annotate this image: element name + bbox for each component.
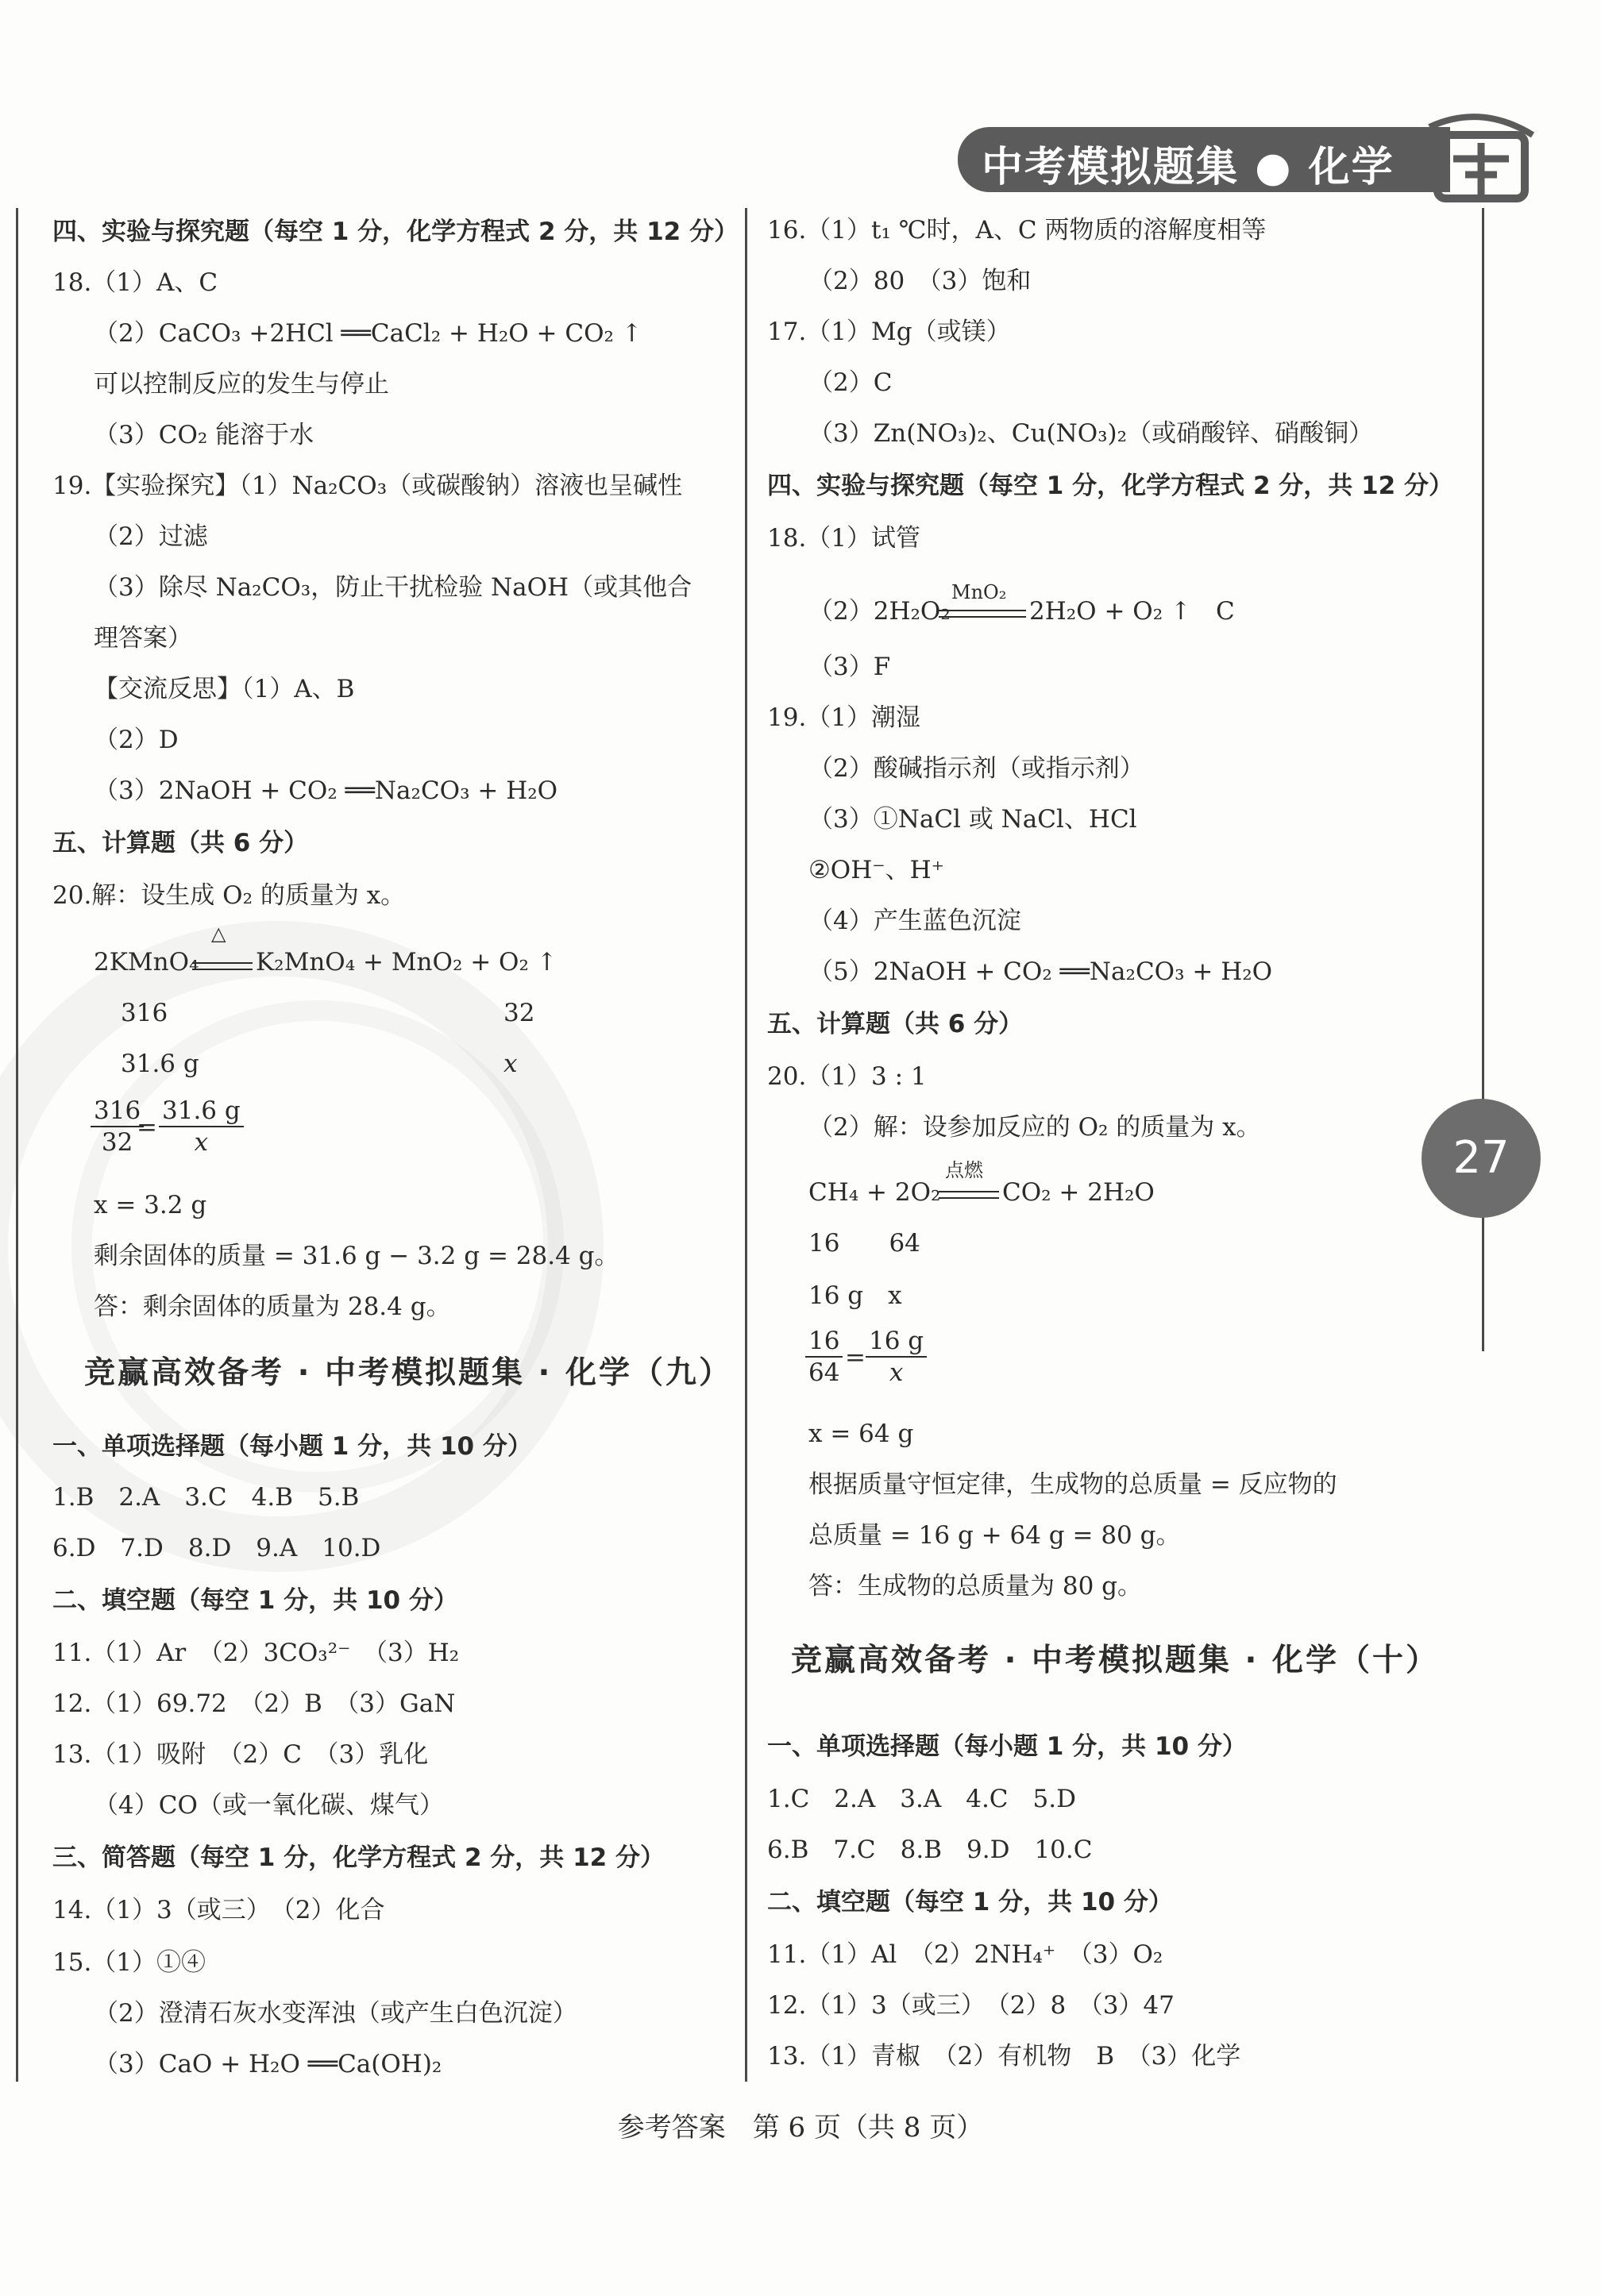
fraction-denominator: 64 <box>808 1358 840 1387</box>
answer-line: 13.（1）吸附 （2）C （3）乳化 <box>52 1740 429 1769</box>
stoich-value: 16 g x <box>808 1281 902 1310</box>
answer-line: 18.（1）A、C <box>52 268 218 297</box>
answer-line: 16.（1）t₁ ℃时，A、C 两物质的溶解度相等 <box>767 216 1267 245</box>
equation-left: CH₄ + 2O₂ <box>808 1178 941 1207</box>
answer-line: （2）D <box>94 726 179 754</box>
reaction-equals <box>192 962 253 970</box>
answer-line: 12.（1）69.72 （2）B （3）GaN <box>52 1689 456 1718</box>
section-heading: 五、计算题（共 6 分） <box>52 829 309 857</box>
answer-line: 6.B 7.C 8.B 9.D 10.C <box>767 1836 1093 1864</box>
section-heading: 二、填空题（每空 1 分，共 10 分） <box>767 1888 1173 1917</box>
answer-line: （2）酸碱指示剂（或指示剂） <box>808 754 1144 783</box>
answer-line: （2）CaCO₃ +2HCl ══CaCl₂ + H₂O + CO₂ ↑ <box>94 319 642 348</box>
section-heading: 一、单项选择题（每小题 1 分，共 10 分） <box>767 1732 1247 1761</box>
answer-line: 20.解：设生成 O₂ 的质量为 x。 <box>52 881 406 910</box>
fraction-denominator: x <box>194 1128 209 1157</box>
answer-line: （3）CaO + H₂O ══Ca(OH)₂ <box>94 2050 442 2078</box>
answer-line: 19.【实验探究】（1）Na₂CO₃（或碳酸钠）溶液也呈碱性 <box>52 472 683 500</box>
answer-line: 根据质量守恒定律，生成物的总质量 = 反应物的 <box>808 1470 1337 1499</box>
column-divider <box>745 208 747 2082</box>
answer-line: （5）2NaOH + CO₂ ══Na₂CO₃ + H₂O <box>808 957 1273 986</box>
answer-line: （3）除尽 Na₂CO₃，防止干扰检验 NaOH（或其他合 <box>94 573 692 602</box>
fraction-denominator: x <box>889 1358 904 1387</box>
equals-sign: = <box>845 1343 866 1372</box>
test-title: 竞赢高效备考 · 中考模拟题集 · 化学（九） <box>84 1355 732 1391</box>
left-margin-rule <box>16 208 18 2082</box>
answer-line: 13.（1）青椒 （2）有机物 B （3）化学 <box>767 2042 1241 2071</box>
answer-line: 20.（1）3 : 1 <box>767 1062 927 1091</box>
answer-line: （4）产生蓝色沉淀 <box>808 907 1021 935</box>
section-heading: 三、简答题（每空 1 分，化学方程式 2 分，共 12 分） <box>52 1843 665 1872</box>
stoich-value: 16 64 <box>808 1229 920 1258</box>
answer-line: x = 64 g <box>808 1420 914 1448</box>
answer-line: 6.D 7.D 8.D 9.A 10.D <box>52 1534 381 1562</box>
answer-line: （3）CO₂ 能溶于水 <box>94 421 314 449</box>
brand-logo-icon <box>1422 111 1541 214</box>
answer-line: 理答案） <box>94 624 192 653</box>
answer-line: ②OH⁻、H⁺ <box>808 856 944 884</box>
equation-left: 2KMnO₄ <box>94 948 199 977</box>
equals-sign: = <box>137 1113 157 1142</box>
answer-line: 1.B 2.A 3.C 4.B 5.B <box>52 1483 360 1512</box>
answer-line: 15.（1）①④ <box>52 1948 206 1977</box>
answer-line: （4）CO（或一氧化碳、煤气） <box>94 1791 444 1820</box>
answer-line: 11.（1）Ar （2）3CO₃²⁻ （3）H₂ <box>52 1639 460 1667</box>
header-banner <box>958 127 1450 192</box>
answer-line: 17.（1）Mg（或镁） <box>767 318 1011 346</box>
test-title: 竞赢高效备考 · 中考模拟题集 · 化学（十） <box>791 1643 1439 1678</box>
answer-line: （3）①NaCl 或 NaCl、HCl <box>808 805 1137 834</box>
answer-line: （3）Zn(NO₃)₂、Cu(NO₃)₂（或硝酸锌、硝酸铜） <box>808 419 1374 448</box>
fraction <box>159 1096 244 1158</box>
fraction-numerator: 316 <box>91 1096 144 1127</box>
answer-line: 18.（1）试管 <box>767 524 921 553</box>
fraction-numerator: 16 <box>805 1326 843 1358</box>
answer-line: 【交流反思】（1）A、B <box>94 675 355 703</box>
equation-left: （2）2H₂O₂ <box>808 597 951 626</box>
stoich-value: x <box>503 1050 518 1078</box>
reaction-condition: 点燃 <box>945 1159 983 1181</box>
answer-line: （2）C <box>808 368 893 397</box>
section-heading: 一、单项选择题（每小题 1 分，共 10 分） <box>52 1432 532 1461</box>
answer-line: 1.C 2.A 3.A 4.C 5.D <box>767 1785 1076 1813</box>
page-footer: 参考答案 第 6 页（共 8 页） <box>617 2112 984 2144</box>
answer-line: （2）解：设参加反应的 O₂ 的质量为 x。 <box>808 1113 1261 1142</box>
stoich-value: 32 <box>503 999 535 1027</box>
answer-line: （2）过滤 <box>94 522 208 551</box>
answer-line: 剩余固体的质量 = 31.6 g − 3.2 g = 28.4 g。 <box>94 1242 619 1270</box>
answer-line: 12.（1）3（或三） （2）8 （3）47 <box>767 1991 1175 2020</box>
answer-line: 总质量 = 16 g + 64 g = 80 g。 <box>808 1521 1181 1550</box>
reaction-equals <box>939 1191 999 1199</box>
answer-line: x = 3.2 g <box>94 1191 207 1219</box>
header-title: 中考模拟题集 ● 化学 <box>982 144 1395 191</box>
answer-line: 19.（1）潮湿 <box>767 703 921 732</box>
equation-right: K₂MnO₄ + MnO₂ + O₂ ↑ <box>256 948 557 977</box>
answer-line: 14.（1）3（或三） （2）化合 <box>52 1896 385 1924</box>
stoich-value: 31.6 g <box>121 1050 199 1078</box>
answer-line: 答：剩余固体的质量为 28.4 g。 <box>94 1292 451 1321</box>
fraction-numerator: 16 g <box>866 1326 927 1358</box>
reaction-condition: MnO₂ <box>951 581 1007 603</box>
fraction <box>805 1326 843 1388</box>
answer-line: （3）F <box>808 653 891 681</box>
stoich-value: 316 <box>121 999 168 1027</box>
reaction-condition: △ <box>211 923 226 945</box>
fraction <box>866 1326 927 1388</box>
answer-line: （2）澄清石灰水变浑浊（或产生白色沉淀） <box>94 1999 577 2028</box>
section-heading: 五、计算题（共 6 分） <box>767 1010 1024 1038</box>
answer-line: 可以控制反应的发生与停止 <box>94 370 389 399</box>
answer-line: 答：生成物的总质量为 80 g。 <box>808 1572 1142 1601</box>
equation-right: CO₂ + 2H₂O <box>1002 1178 1155 1207</box>
page-number-badge: 27 <box>1422 1099 1541 1218</box>
section-heading: 二、填空题（每空 1 分，共 10 分） <box>52 1586 458 1615</box>
answer-line: （2）80 （3）饱和 <box>808 267 1032 295</box>
section-heading: 四、实验与探究题（每空 1 分，化学方程式 2 分，共 12 分） <box>767 472 1454 500</box>
reaction-equals <box>939 610 1026 618</box>
fraction-denominator: 32 <box>101 1128 133 1157</box>
fraction-numerator: 31.6 g <box>159 1096 244 1127</box>
answer-line: （3）2NaOH + CO₂ ══Na₂CO₃ + H₂O <box>94 776 558 805</box>
equation-right: 2H₂O + O₂ ↑ C <box>1029 597 1235 626</box>
answer-line: 11.（1）Al （2）2NH₄⁺ （3）O₂ <box>767 1940 1163 1969</box>
section-heading: 四、实验与探究题（每空 1 分，化学方程式 2 分，共 12 分） <box>52 218 739 246</box>
